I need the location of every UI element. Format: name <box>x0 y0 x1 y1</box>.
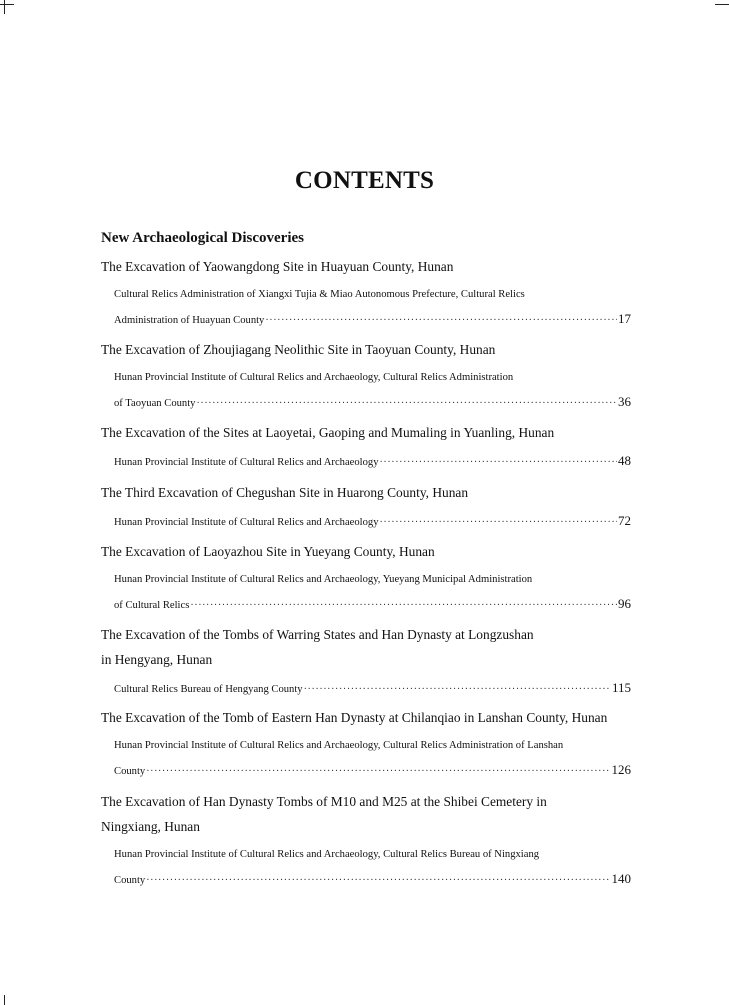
toc-entry[interactable] <box>101 705 631 778</box>
dot-leader <box>196 395 617 412</box>
entry-title: The Excavation of Zhoujiagang Neolithic Site in Taoyuan County, Hunan <box>101 342 496 357</box>
crop-mark <box>0 4 14 5</box>
entry-title: The Excavation of the Tombs of Warring States and Han Dynasty at Longzushan <box>101 627 534 642</box>
entry-title: The Excavation of the Sites at Laoyetai, Gaoping and Mumaling in Yuanling, Hunan <box>101 425 555 440</box>
toc-entry[interactable] <box>101 539 631 612</box>
entry-authors: of Taoyuan County <box>114 398 196 409</box>
toc-entry[interactable] <box>101 254 631 327</box>
entry-title: The Third Excavation of Chegushan Site in Huarong County, Hunan <box>101 485 469 500</box>
page-number[interactable]: 17 <box>618 311 631 326</box>
crop-mark <box>4 995 5 1005</box>
entry-authors: Hunan Provincial Institute of Cultural Relics and Archaeology <box>114 457 379 468</box>
entry-authors: Cultural Relics Bureau of Hengyang County <box>114 684 303 695</box>
entry-leader-line <box>101 761 631 778</box>
crop-mark <box>715 4 729 5</box>
toc-entry[interactable] <box>101 480 631 529</box>
entry-title: in Hengyang, Hunan <box>101 652 213 667</box>
entry-title: Ningxiang, Hunan <box>101 819 200 834</box>
entry-leader-line <box>101 452 631 469</box>
entry-leader-line <box>101 393 631 410</box>
entry-leader-line <box>101 512 631 529</box>
entry-authors: Hunan Provincial Institute of Cultural Relics and Archaeology, Yueyang Municipal Administration <box>114 574 533 585</box>
entry-title: The Excavation of the Tomb of Eastern Han Dynasty at Chilanqiao in Lanshan County, Hunan <box>101 710 608 725</box>
toc-entry[interactable] <box>101 420 631 469</box>
entry-leader-line <box>101 310 631 327</box>
entry-title: The Excavation of Laoyazhou Site in Yueyang County, Hunan <box>101 544 435 559</box>
entry-title: The Excavation of Han Dynasty Tombs of M10 and M25 at the Shibei Cemetery in <box>101 794 547 809</box>
page-number[interactable]: 72 <box>618 513 631 528</box>
section-heading: New Archaeological Discoveries <box>101 230 305 246</box>
page-number[interactable]: 115 <box>611 680 631 695</box>
entry-authors: Hunan Provincial Institute of Cultural Relics and Archaeology, Cultural Relics Administration of Lanshan <box>114 740 564 751</box>
toc-entry[interactable] <box>101 622 631 696</box>
entry-authors: of Cultural Relics <box>114 600 190 611</box>
entry-authors: County <box>114 766 146 777</box>
crop-mark <box>4 0 5 14</box>
page-number[interactable]: 140 <box>611 871 631 886</box>
entry-authors: Cultural Relics Administration of Xiangxi Tujia & Miao Autonomous Prefecture, Cultural Relics <box>114 289 525 300</box>
toc-entry[interactable] <box>101 337 631 410</box>
toc-entry[interactable] <box>101 789 631 887</box>
dot-leader <box>304 681 611 698</box>
dot-leader <box>146 763 610 780</box>
dot-leader <box>380 454 618 471</box>
page-number[interactable]: 36 <box>618 394 631 409</box>
entry-authors: Administration of Huayuan County <box>114 315 265 326</box>
dot-leader <box>265 312 617 329</box>
entry-authors: Hunan Provincial Institute of Cultural Relics and Archaeology, Cultural Relics Administration <box>114 372 514 383</box>
entry-leader-line <box>101 870 631 887</box>
entry-authors: Hunan Provincial Institute of Cultural Relics and Archaeology, Cultural Relics Bureau of Ningxiang <box>114 849 540 860</box>
page-number[interactable]: 96 <box>618 596 631 611</box>
entry-title: The Excavation of Yaowangdong Site in Huayuan County, Hunan <box>101 259 454 274</box>
dot-leader <box>190 597 617 614</box>
page-title: CONTENTS <box>294 167 435 194</box>
dot-leader <box>146 872 610 889</box>
entry-authors: Hunan Provincial Institute of Cultural Relics and Archaeology <box>114 517 379 528</box>
entry-authors: County <box>114 875 146 886</box>
dot-leader <box>380 514 618 531</box>
page-number[interactable]: 48 <box>618 453 631 468</box>
page-number[interactable]: 126 <box>611 762 631 777</box>
entry-leader-line <box>101 595 631 612</box>
entry-leader-line <box>101 679 631 696</box>
